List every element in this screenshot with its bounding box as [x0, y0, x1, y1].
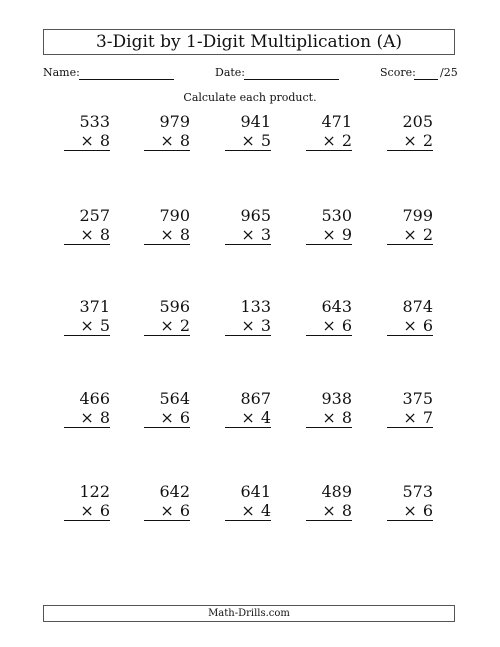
problem-item: [387, 297, 433, 336]
multiplier: 8: [179, 131, 190, 150]
times-symbol: ×: [160, 225, 174, 244]
multiplier: 2: [179, 316, 190, 335]
multiplicand: 122: [79, 482, 110, 501]
times-symbol: ×: [403, 408, 417, 427]
multiplicand: 489: [321, 482, 352, 501]
multiplier: 3: [260, 225, 271, 244]
multiplier-row: [225, 131, 271, 151]
multiplicand: 596: [159, 297, 190, 316]
multiplier-row: [225, 501, 271, 521]
multiplier: 8: [99, 225, 110, 244]
date-blank[interactable]: [244, 79, 339, 80]
multiplier: 9: [341, 225, 352, 244]
times-symbol: ×: [160, 408, 174, 427]
worksheet-title-box: [43, 29, 455, 55]
times-symbol: ×: [322, 501, 336, 520]
name-blank[interactable]: [79, 79, 174, 80]
times-symbol: ×: [80, 131, 94, 150]
multiplicand: 371: [79, 297, 110, 316]
multiplier: 6: [179, 408, 190, 427]
multiplier-row: [144, 316, 190, 336]
multiplicand: 643: [321, 297, 352, 316]
multiplier: 8: [99, 408, 110, 427]
multiplier-row: [64, 225, 110, 245]
problem-item: [306, 389, 352, 428]
multiplicand: 471: [321, 112, 352, 131]
multiplier-row: [387, 408, 433, 428]
problem-item: [64, 206, 110, 245]
times-symbol: ×: [80, 316, 94, 335]
multiplier-row: [387, 225, 433, 245]
times-symbol: ×: [80, 225, 94, 244]
multiplicand: 938: [321, 389, 352, 408]
multiplier: 6: [422, 316, 433, 335]
multiplier-row: [144, 225, 190, 245]
problem-item: [64, 389, 110, 428]
multiplicand: 133: [240, 297, 271, 316]
multiplier: 8: [341, 501, 352, 520]
problem-item: [225, 297, 271, 336]
multiplicand: 867: [240, 389, 271, 408]
problem-item: [144, 206, 190, 245]
problem-item: [387, 112, 433, 151]
multiplier-row: [306, 501, 352, 521]
multiplier-row: [64, 501, 110, 521]
multiplier: 2: [341, 131, 352, 150]
problem-item: [306, 112, 352, 151]
times-symbol: ×: [403, 501, 417, 520]
problem-item: [144, 112, 190, 151]
multiplier: 2: [422, 225, 433, 244]
date-label: Date:: [215, 66, 246, 79]
times-symbol: ×: [160, 316, 174, 335]
multiplier: 8: [341, 408, 352, 427]
multiplier-row: [64, 316, 110, 336]
multiplier-row: [387, 131, 433, 151]
problem-item: [144, 297, 190, 336]
multiplier: 6: [179, 501, 190, 520]
problem-item: [387, 206, 433, 245]
multiplier: 8: [99, 131, 110, 150]
multiplicand: 965: [240, 206, 271, 225]
multiplier-row: [225, 408, 271, 428]
multiplier-row: [144, 501, 190, 521]
problem-item: [144, 482, 190, 521]
times-symbol: ×: [241, 131, 255, 150]
times-symbol: ×: [241, 501, 255, 520]
problem-item: [64, 297, 110, 336]
multiplier-row: [225, 316, 271, 336]
times-symbol: ×: [322, 316, 336, 335]
multiplicand: 642: [159, 482, 190, 501]
problem-item: [225, 482, 271, 521]
times-symbol: ×: [241, 408, 255, 427]
multiplier: 5: [99, 316, 110, 335]
multiplier-row: [387, 501, 433, 521]
problem-item: [306, 206, 352, 245]
times-symbol: ×: [322, 408, 336, 427]
multiplicand: 979: [159, 112, 190, 131]
problem-item: [387, 482, 433, 521]
times-symbol: ×: [80, 501, 94, 520]
multiplicand: 466: [79, 389, 110, 408]
score-label: Score:: [380, 66, 416, 79]
times-symbol: ×: [160, 131, 174, 150]
multiplicand: 533: [79, 112, 110, 131]
multiplicand: 874: [402, 297, 433, 316]
multiplier-row: [144, 131, 190, 151]
problem-item: [306, 297, 352, 336]
problem-item: [387, 389, 433, 428]
multiplier: 6: [341, 316, 352, 335]
multiplier: 2: [422, 131, 433, 150]
footer-box: [43, 605, 455, 622]
times-symbol: ×: [403, 225, 417, 244]
multiplier: 6: [422, 501, 433, 520]
multiplier-row: [64, 131, 110, 151]
score-blank[interactable]: [414, 79, 438, 80]
times-symbol: ×: [241, 316, 255, 335]
multiplicand: 257: [79, 206, 110, 225]
multiplier: 5: [260, 131, 271, 150]
multiplicand: 564: [159, 389, 190, 408]
worksheet-title: 3-Digit by 1-Digit Multiplication (A): [95, 32, 403, 52]
multiplier-row: [306, 408, 352, 428]
times-symbol: ×: [403, 131, 417, 150]
multiplier: 3: [260, 316, 271, 335]
multiplier-row: [144, 408, 190, 428]
multiplier: 4: [260, 501, 271, 520]
multiplier-row: [225, 225, 271, 245]
problem-item: [225, 112, 271, 151]
multiplicand: 530: [321, 206, 352, 225]
multiplicand: 790: [159, 206, 190, 225]
multiplicand: 205: [402, 112, 433, 131]
problem-item: [306, 482, 352, 521]
multiplicand: 641: [240, 482, 271, 501]
problem-item: [64, 482, 110, 521]
times-symbol: ×: [80, 408, 94, 427]
problem-item: [64, 112, 110, 151]
times-symbol: ×: [160, 501, 174, 520]
times-symbol: ×: [241, 225, 255, 244]
instructions: Calculate each product.: [183, 91, 317, 104]
multiplicand: 375: [402, 389, 433, 408]
problem-item: [144, 389, 190, 428]
multiplicand: 799: [402, 206, 433, 225]
multiplier: 7: [422, 408, 433, 427]
times-symbol: ×: [322, 225, 336, 244]
multiplier-row: [306, 225, 352, 245]
name-label: Name:: [43, 66, 80, 79]
multiplicand: 573: [402, 482, 433, 501]
multiplier-row: [306, 131, 352, 151]
times-symbol: ×: [322, 131, 336, 150]
problem-item: [225, 206, 271, 245]
multiplier-row: [387, 316, 433, 336]
multiplier-row: [64, 408, 110, 428]
footer-credit: Math-Drills.com: [208, 608, 290, 619]
multiplier-row: [306, 316, 352, 336]
multiplier: 8: [179, 225, 190, 244]
student-info-row: [43, 64, 463, 82]
multiplier: 6: [99, 501, 110, 520]
score-total: /25: [440, 66, 458, 79]
times-symbol: ×: [403, 316, 417, 335]
multiplier: 4: [260, 408, 271, 427]
multiplicand: 941: [240, 112, 271, 131]
problem-item: [225, 389, 271, 428]
